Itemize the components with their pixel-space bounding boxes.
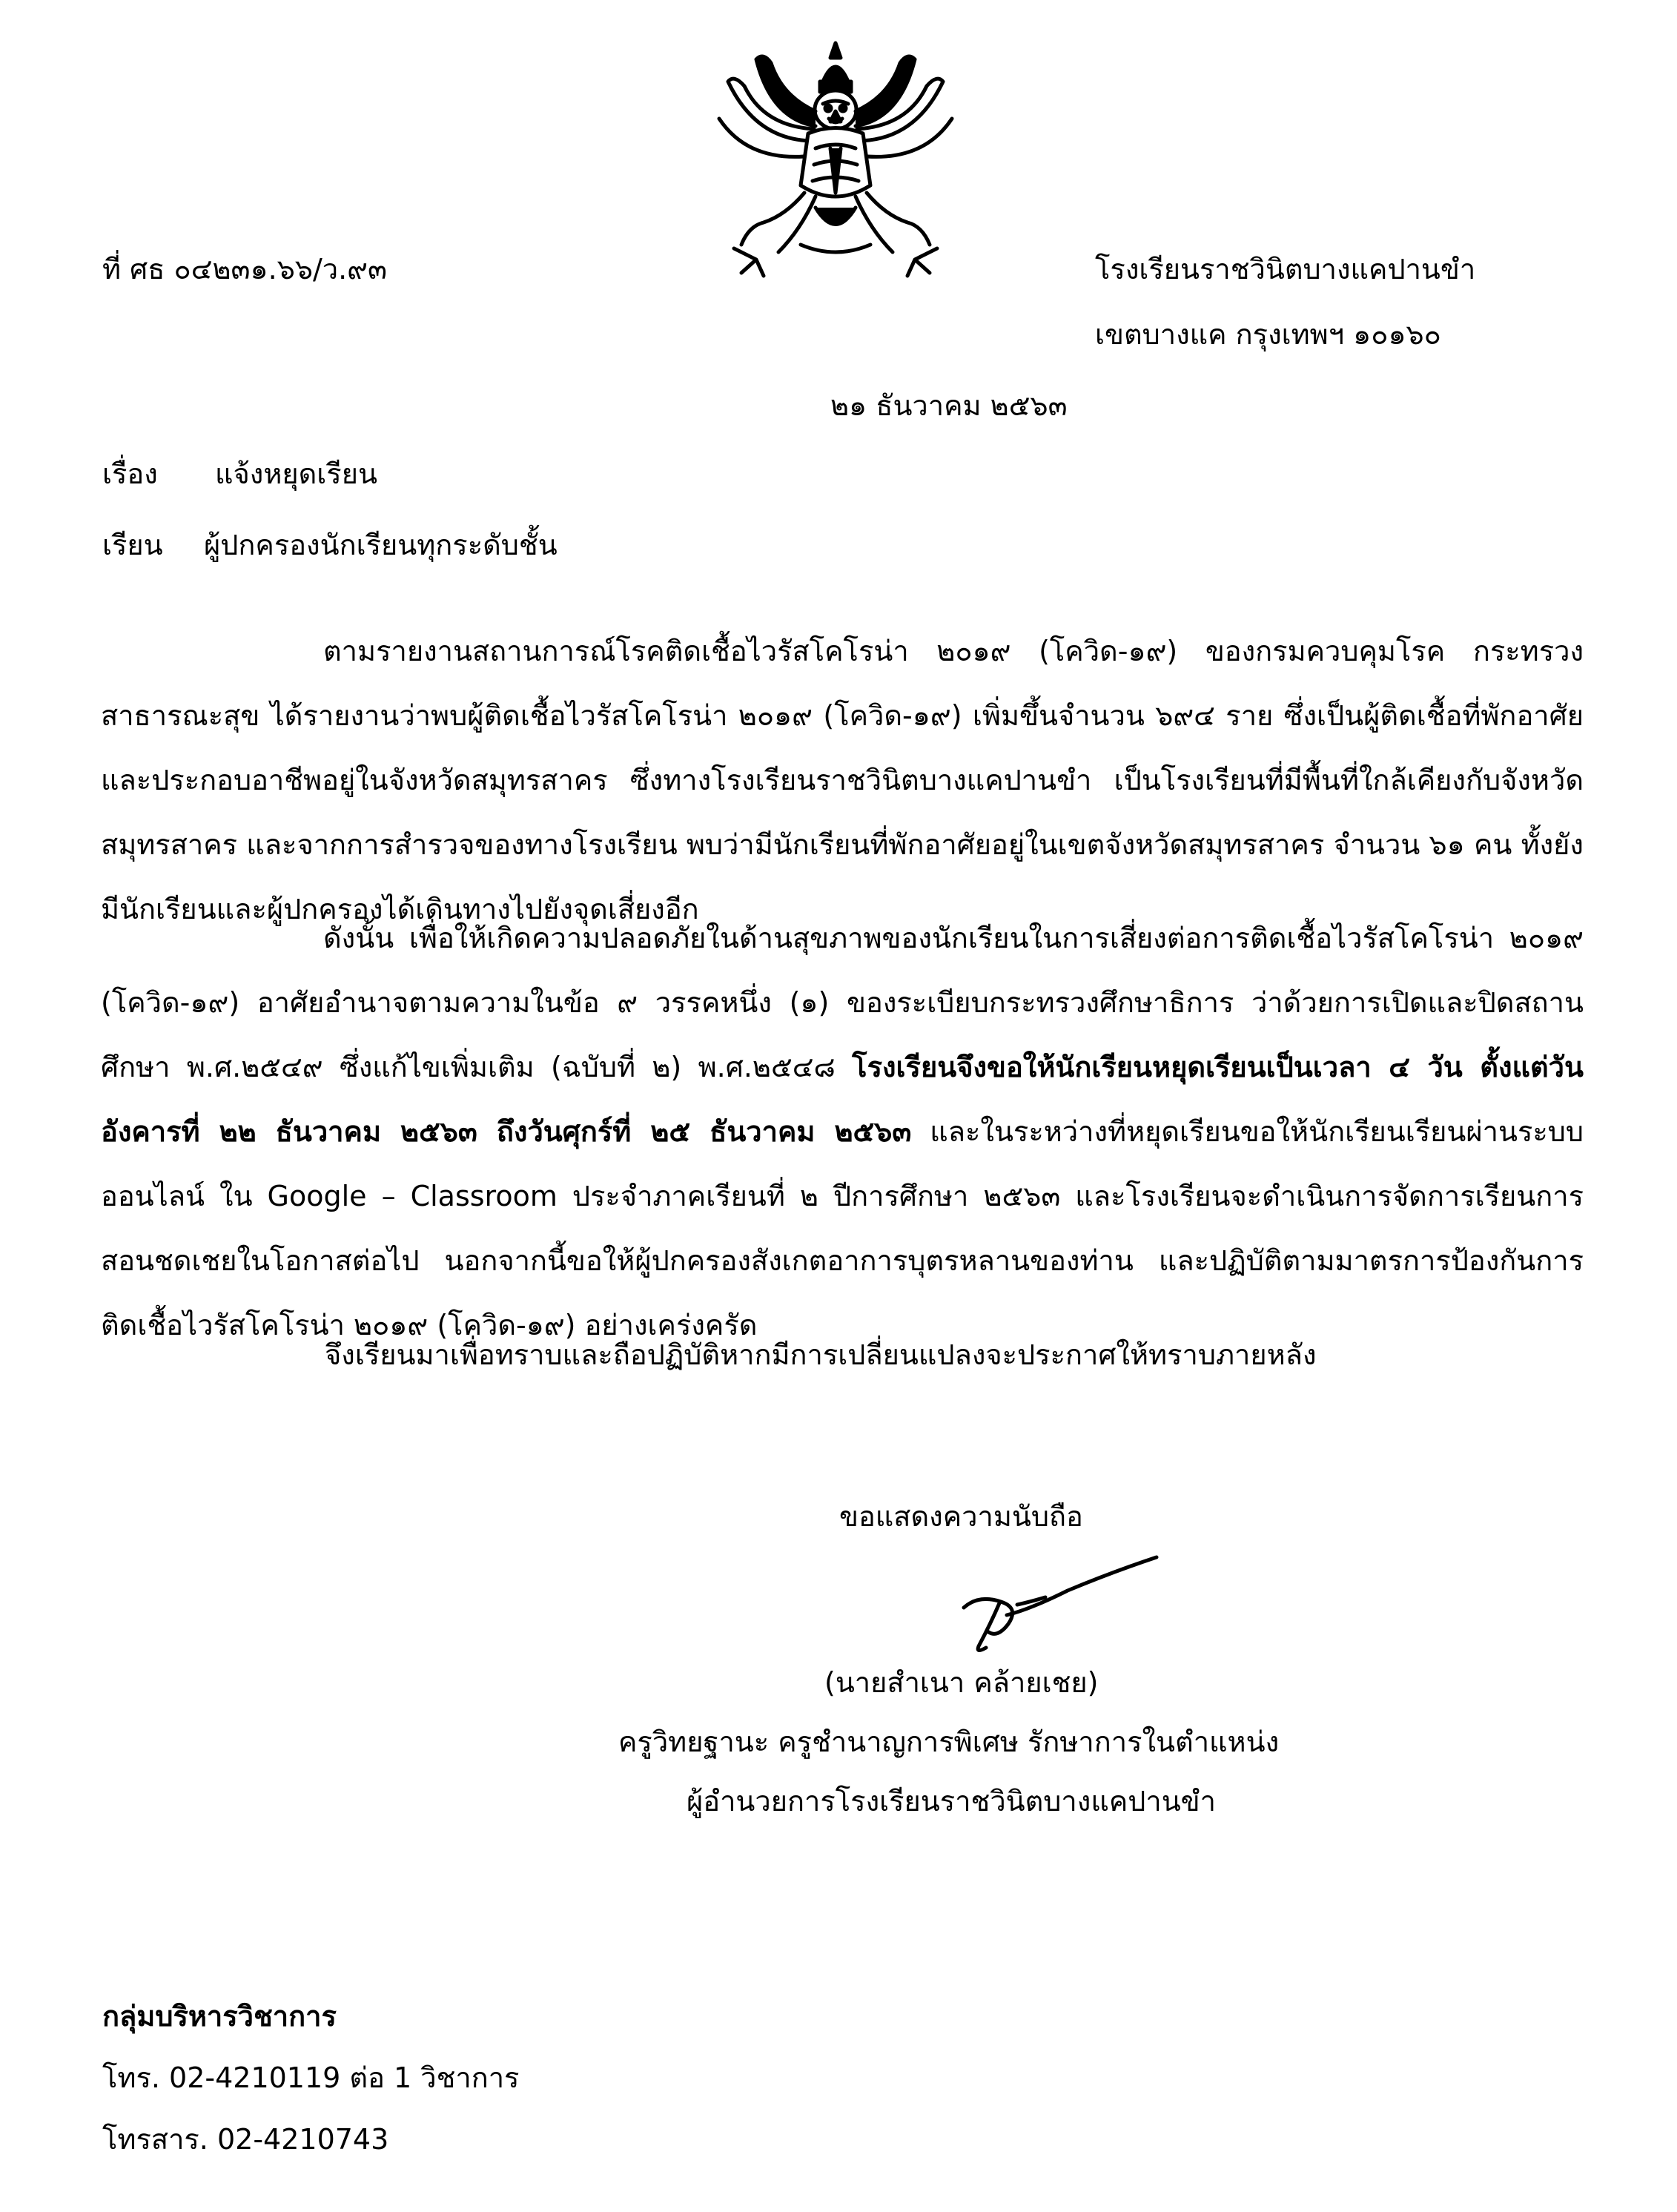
signature-icon <box>919 1550 1171 1661</box>
department-name: กลุ่มบริหารวิชาการ <box>102 2000 337 2033</box>
school-name: โรงเรียนราชวินิตบางแคปานขำ <box>1095 253 1476 285</box>
paragraph-2-emphasis: โรงเรียนจึงขอให้นักเรียนหยุดเรียนเป็นเวลา ๔ วัน ตั้งแต่วันอังคารที่ ๒๒ ธันวาคม ๒๕๖๓ ถึงวันศุกร์ที่ ๒๕ ธันวาคม ๒๕๖๓ <box>101 1051 1584 1148</box>
recipient-text: ผู้ปกครองนักเรียนทุกระดับชั้น <box>204 529 558 561</box>
closing-salutation: ขอแสดงความนับถือ <box>839 1500 1083 1533</box>
signatory-position-2: ผู้อำนวยการโรงเรียนราชวินิตบางแคปานขำ <box>687 1785 1216 1818</box>
body-paragraph-1: ตามรายงานสถานการณ์โรคติดเชื้อไวรัสโคโรน่า ๒๐๑๙ (โควิด-๑๙) ของกรมควบคุมโรค กระทรวงสาธารณะสุข ได้รายงานว่าพบผู้ติดเชื้อไวรัสโคโรน่า ๒๐๑๙ (โควิด-๑๙) เพิ่มขึ้นจำนวน ๖๙๔ ราย ซึ่งเป็นผู้ติดเชื้อที่พักอาศัยและประกอบอาชีพอยู่ในจังหวัดสมุทรสาคร ซึ่งทางโรงเรียนราชวินิตบางแคปานขำ เป็นโรงเรียนที่มีพื้นที่ใกล้เคียงกับจังหวัดสมุทรสาคร และจากการสำรวจของทางโรงเรียน พบว่ามีนักเรียนที่พักอาศัยอยู่ในเขตจังหวัดสมุทรสาคร จำนวน ๖๑ คน ทั้งยังมีนักเรียนและผู้ปกครองได้เดินทางไปยังจุดเสี่ยงอีก <box>101 635 1584 925</box>
signatory-position-1: ครูวิทยฐานะ ครูชำนาญการพิเศษ รักษาการในตำแหน่ง <box>618 1726 1280 1758</box>
document-number: ที่ ศธ ๐๔๒๓๑.๖๖/ว.๙๓ <box>102 253 387 285</box>
fax-number: โทรสาร. 02-4210743 <box>102 2123 389 2156</box>
subject-label: เรื่อง <box>102 458 158 490</box>
phone-number: โทร. 02-4210119 ต่อ 1 วิชาการ <box>102 2061 520 2094</box>
paragraph-2-start: ดังนั้น เพื่อให้เกิดความปลอดภัยในด้านสุขภาพของนักเรียนในการเสี่ยงต่อการติดเชื้อไวรัสโคโรน่า ๒๐๑๙ (โควิด-๑๙) อาศัยอำนาจตามความในข้อ ๙ วรรคหนึ่ง (๑) ของระเบียบกระทรวงศึกษาธิการ ว่าด้วยการเปิดและปิดสถานศึกษา พ.ศ.๒๕๔๙ ซึ่งแก้ไขเพิ่มเติม (ฉบับที่ ๒) พ.ศ.๒๕๔๘ <box>101 922 1584 1083</box>
signatory-name: (นายสำเนา คล้ายเชย) <box>824 1666 1099 1699</box>
body-paragraph-2 <box>101 906 1584 1358</box>
body-paragraph-3: จึงเรียนมาเพื่อทราบและถือปฏิบัติหากมีการเปลี่ยนแปลงจะประกาศให้ทราบภายหลัง <box>325 1338 1317 1371</box>
paragraph-2-end: และในระหว่างที่หยุดเรียนขอให้นักเรียนเรียนผ่านระบบออนไลน์ ใน Google – Classroom ประจำภาคเรียนที่ ๒ ปีการศึกษา ๒๕๖๓ และโรงเรียนจะดำเนินการจัดการเรียนการสอนชดเชยในโอกาสต่อไป นอกจากนี้ขอให้ผู้ปกครองสังเกตอาการบุตรหลานของท่าน และปฏิบัติตามมาตรการป้องกันการติดเชื้อไวรัสโคโรน่า ๒๐๑๙ (โควิด-๑๙) อย่างเคร่งครัด <box>101 1115 1584 1341</box>
recipient-label: เรียน <box>102 529 163 561</box>
document-date: ๒๑ ธันวาคม ๒๕๖๓ <box>830 389 1068 422</box>
garuda-emblem-icon <box>712 37 959 282</box>
school-address: เขตบางแค กรุงเทพฯ ๑๐๑๖๐ <box>1095 318 1441 351</box>
subject-text: แจ้งหยุดเรียน <box>215 458 377 490</box>
